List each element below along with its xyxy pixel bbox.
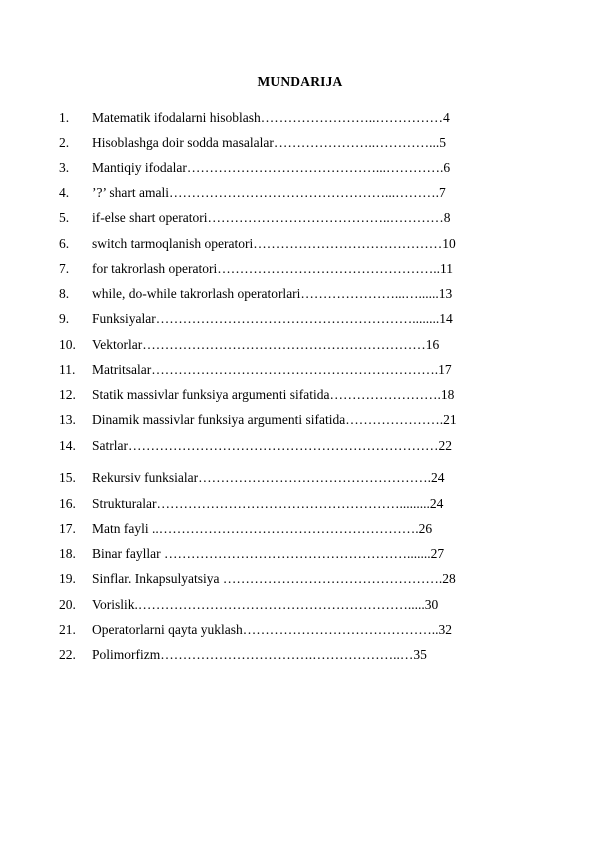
toc-entry-number: 2. (59, 135, 70, 150)
toc-entry-text: Matritsalar……………………………………………………….17 (92, 362, 452, 377)
toc-entry-text: for takrorlash operatori…………………………………………..11 (92, 261, 453, 276)
toc-entry-number: 11. (59, 362, 76, 377)
toc-entry (0, 595, 600, 615)
toc-entry-text: Matn fayli ..………………………………………………….26 (92, 521, 433, 536)
toc-entry-text: if-else shart operatori…………………………………..…………8 (92, 210, 451, 225)
toc-entry-text: Dinamik massivlar funksiya argumenti sifatida………………….21 (92, 412, 457, 427)
toc-entry (0, 133, 600, 153)
toc-entry-text: Statik massivlar funksiya argumenti sifatida…………………….18 (92, 387, 455, 402)
toc-entry (0, 158, 600, 178)
page-title: MUNDARIJA (257, 74, 343, 89)
toc-entry (0, 410, 600, 430)
toc-entry (0, 360, 600, 380)
toc-entry-text: while, do-while takrorlash operatorlari…………………...…......13 (92, 286, 453, 301)
toc-entry-number: 17. (59, 521, 76, 536)
toc-entry-text: Sinflar. Inkapsulyatsiya ………………………………………….28 (92, 571, 456, 586)
toc-entry-number: 22. (59, 647, 76, 662)
toc-entry (0, 569, 600, 589)
toc-entry-text: Funksiyalar…………………………………………………........14 (92, 311, 453, 326)
toc-entry-number: 15. (59, 470, 76, 485)
toc-entry-number: 16. (59, 496, 76, 511)
toc-entry-number: 8. (59, 286, 70, 301)
toc-entry-number: 6. (59, 236, 70, 251)
toc-entry-text: Satrlar……………………………………………………………22 (92, 438, 452, 453)
toc-entry-number: 18. (59, 546, 76, 561)
toc-entry (0, 468, 600, 488)
toc-entry (0, 208, 600, 228)
toc-entry-number: 19. (59, 571, 76, 586)
toc-entry-number: 14. (59, 438, 76, 453)
toc-entry (0, 309, 600, 329)
toc-entry (0, 436, 600, 456)
toc-entry (0, 620, 600, 640)
toc-entry (0, 519, 600, 539)
toc-entry-text: switch tarmoqlanish operatori……………………………………10 (92, 236, 456, 251)
toc-entry-text: Binar fayllar ……………………………………………….......27 (92, 546, 445, 561)
toc-entry-text: Matematik ifodalarni hisoblash……………………..……………4 (92, 110, 450, 125)
toc-entry-number: 3. (59, 160, 70, 175)
toc-entry (0, 335, 600, 355)
toc-entry-number: 21. (59, 622, 76, 637)
toc-entry (0, 645, 600, 665)
toc-entry-number: 10. (59, 337, 76, 352)
toc-entry-text: Polimorfizm…………………………….………………..…35 (92, 647, 427, 662)
toc-entry-number: 9. (59, 311, 70, 326)
toc-entry-text: Hisoblashga doir sodda masalalar…………………..…………...5 (92, 135, 446, 150)
toc-entry-text: Mantiqiy ifodalar……………………………………...………….6 (92, 160, 451, 175)
toc-entry (0, 385, 600, 405)
toc-entry-number: 1. (59, 110, 70, 125)
toc-entry-text: ’?’ shart amali…………………………………………...……….7 (92, 185, 446, 200)
toc-entry (0, 234, 600, 254)
toc-entry-number: 12. (59, 387, 76, 402)
toc-entry-number: 7. (59, 261, 70, 276)
toc-entry (0, 284, 600, 304)
toc-entry (0, 259, 600, 279)
toc-entry-text: Rekursiv funksialar…………………………………………….24 (92, 470, 445, 485)
toc-entry-text: Vorislik.…………………………………………………….....30 (92, 597, 439, 612)
toc-entry-text: Strukturalar……………………………………………….........24 (92, 496, 444, 511)
toc-entry (0, 183, 600, 203)
toc-entry-text: Vektorlar………………………………………………………16 (92, 337, 440, 352)
toc-entry-number: 4. (59, 185, 70, 200)
toc-entry (0, 494, 600, 514)
toc-entry-number: 13. (59, 412, 76, 427)
toc-entry (0, 108, 600, 128)
toc-entry (0, 544, 600, 564)
toc-entry-text: Operatorlarni qayta yuklash……………………………………..32 (92, 622, 452, 637)
toc-entry-number: 5. (59, 210, 70, 225)
toc-entry-number: 20. (59, 597, 76, 612)
